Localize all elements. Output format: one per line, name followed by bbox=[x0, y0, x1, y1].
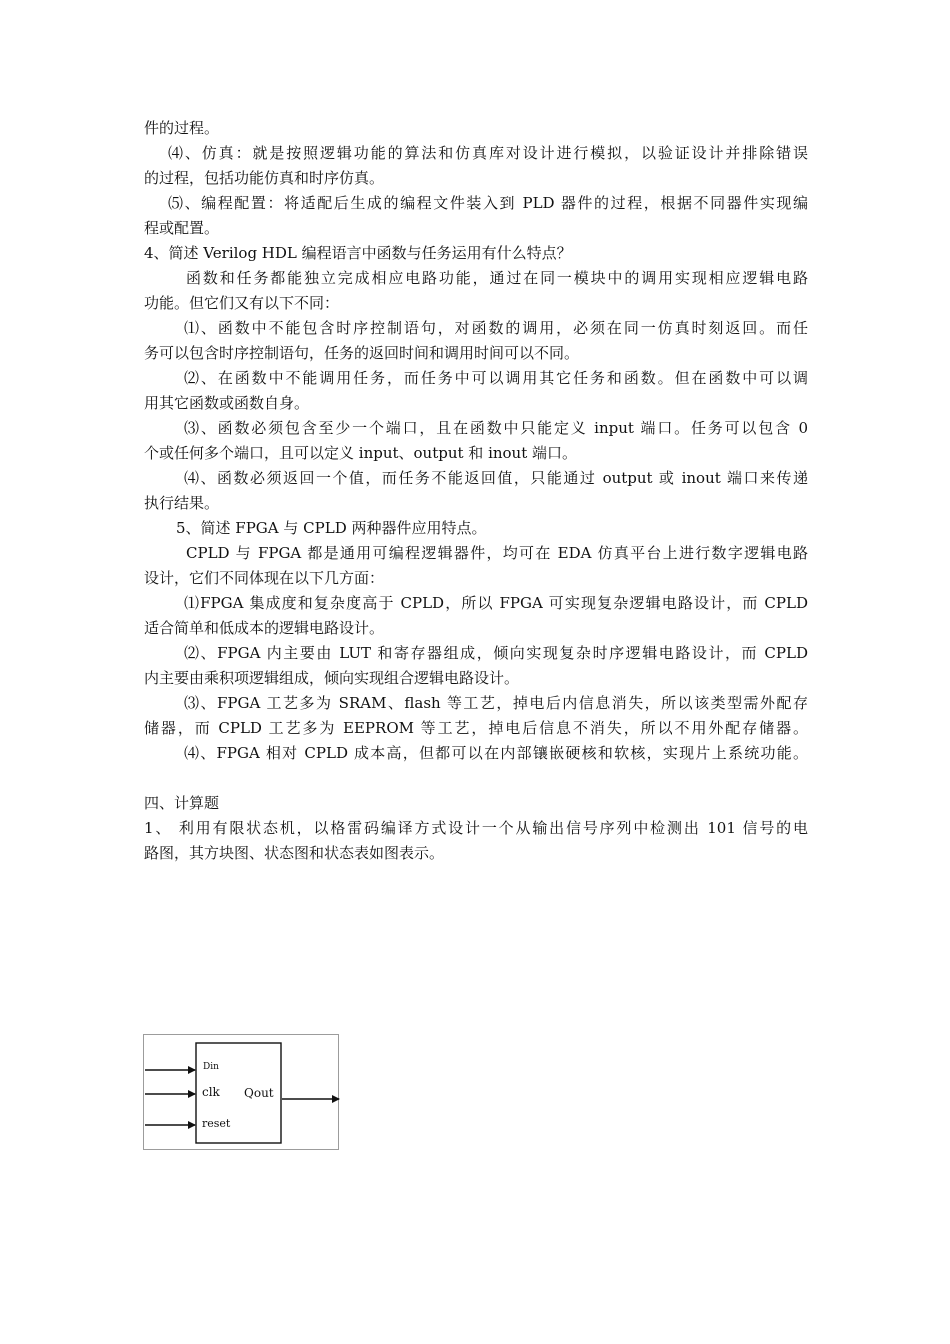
question-heading: 4、简述 Verilog HDL 编程语言中函数与任务运用有什么特点？ bbox=[144, 244, 572, 262]
text-line: ⑷、FPGA 相对 CPLD 成本高，但都可以在内部镶嵌硬核和软核，实现片上系统功能。 bbox=[184, 744, 808, 762]
text-line: CPLD 与 FPGA 都是通用可编程逻辑器件，均可在 EDA 仿真平台上进行数字逻辑电路 bbox=[186, 544, 808, 562]
text-line: ⑵、在函数中不能调用任务，而任务中可以调用其它任务和函数。但在函数中可以调 bbox=[184, 369, 808, 387]
text-line: ⑵、FPGA 内主要由 LUT 和寄存器组成，倾向实现复杂时序逻辑电路设计，而 CPLD bbox=[184, 644, 808, 662]
text-line: 设计，它们不同体现在以下几方面： bbox=[144, 569, 385, 587]
text-line: 函数和任务都能独立完成相应电路功能，通过在同一模块中的调用实现相应逻辑电路 bbox=[186, 269, 808, 287]
clk-port-label: clk bbox=[202, 1085, 220, 1099]
block-diagram bbox=[143, 1034, 339, 1150]
text-line: 适合简单和低成本的逻辑电路设计。 bbox=[144, 619, 385, 637]
text-line: ⑴、函数中不能包含时序控制语句，对函数的调用，必须在同一仿真时刻返回。而任 bbox=[184, 319, 808, 337]
text-line: ⑷、函数必须返回一个值，而任务不能返回值，只能通过 output 或 inout 端口来传递 bbox=[184, 469, 808, 487]
reset-port-label: reset bbox=[202, 1117, 231, 1130]
qout-port-label: Qout bbox=[244, 1086, 274, 1100]
text-line: 的过程，包括功能仿真和时序仿真。 bbox=[144, 169, 385, 187]
text-line: 路图，其方块图、状态图和状态表如图表示。 bbox=[144, 844, 445, 862]
section-heading: 四、计算题 bbox=[144, 794, 220, 812]
text-line: ⑴FPGA 集成度和复杂度高于 CPLD，所以 FPGA 可实现复杂逻辑电路设计，而 CPLD bbox=[184, 594, 808, 612]
block-diagram-graphic bbox=[144, 1035, 340, 1151]
text-line: 务可以包含时序控制语句，任务的返回时间和调用时间可以不同。 bbox=[144, 344, 580, 362]
text-line: 程或配置。 bbox=[144, 219, 220, 237]
question-heading: 5、简述 FPGA 与 CPLD 两种器件应用特点。 bbox=[176, 519, 487, 537]
text-line: 内主要由乘积项逻辑组成，倾向实现组合逻辑电路设计。 bbox=[144, 669, 520, 687]
din-port-label: Din bbox=[203, 1062, 219, 1072]
text-line: 功能。但它们又有以下不同： bbox=[144, 294, 340, 312]
text-line: ⑶、FPGA 工艺多为 SRAM、flash 等工艺，掉电后内信息消失，所以该类型需外配存 bbox=[184, 694, 808, 712]
text-line: 执行结果。 bbox=[144, 494, 220, 512]
text-line: 个或任何多个端口，且可以定义 input、output 和 inout 端口。 bbox=[144, 444, 578, 462]
text-line: 1、 利用有限状态机，以格雷码编译方式设计一个从输出信号序列中检测出 101 信号的电 bbox=[144, 819, 808, 837]
text-line: 储器，而 CPLD 工艺多为 EEPROM 等工艺，掉电后信息不消失，所以不用外配存储器。 bbox=[144, 719, 808, 737]
text-line: ⑷、仿真：就是按照逻辑功能的算法和仿真库对设计进行模拟，以验证设计并排除错误 bbox=[168, 144, 808, 162]
text-line: ⑶、函数必须包含至少一个端口，且在函数中只能定义 input 端口。任务可以包含 0 bbox=[184, 419, 808, 437]
text-line: ⑸、编程配置：将适配后生成的编程文件装入到 PLD 器件的过程，根据不同器件实现编 bbox=[168, 194, 808, 212]
text-line: 件的过程。 bbox=[144, 119, 220, 137]
text-line: 用其它函数或函数自身。 bbox=[144, 394, 310, 412]
